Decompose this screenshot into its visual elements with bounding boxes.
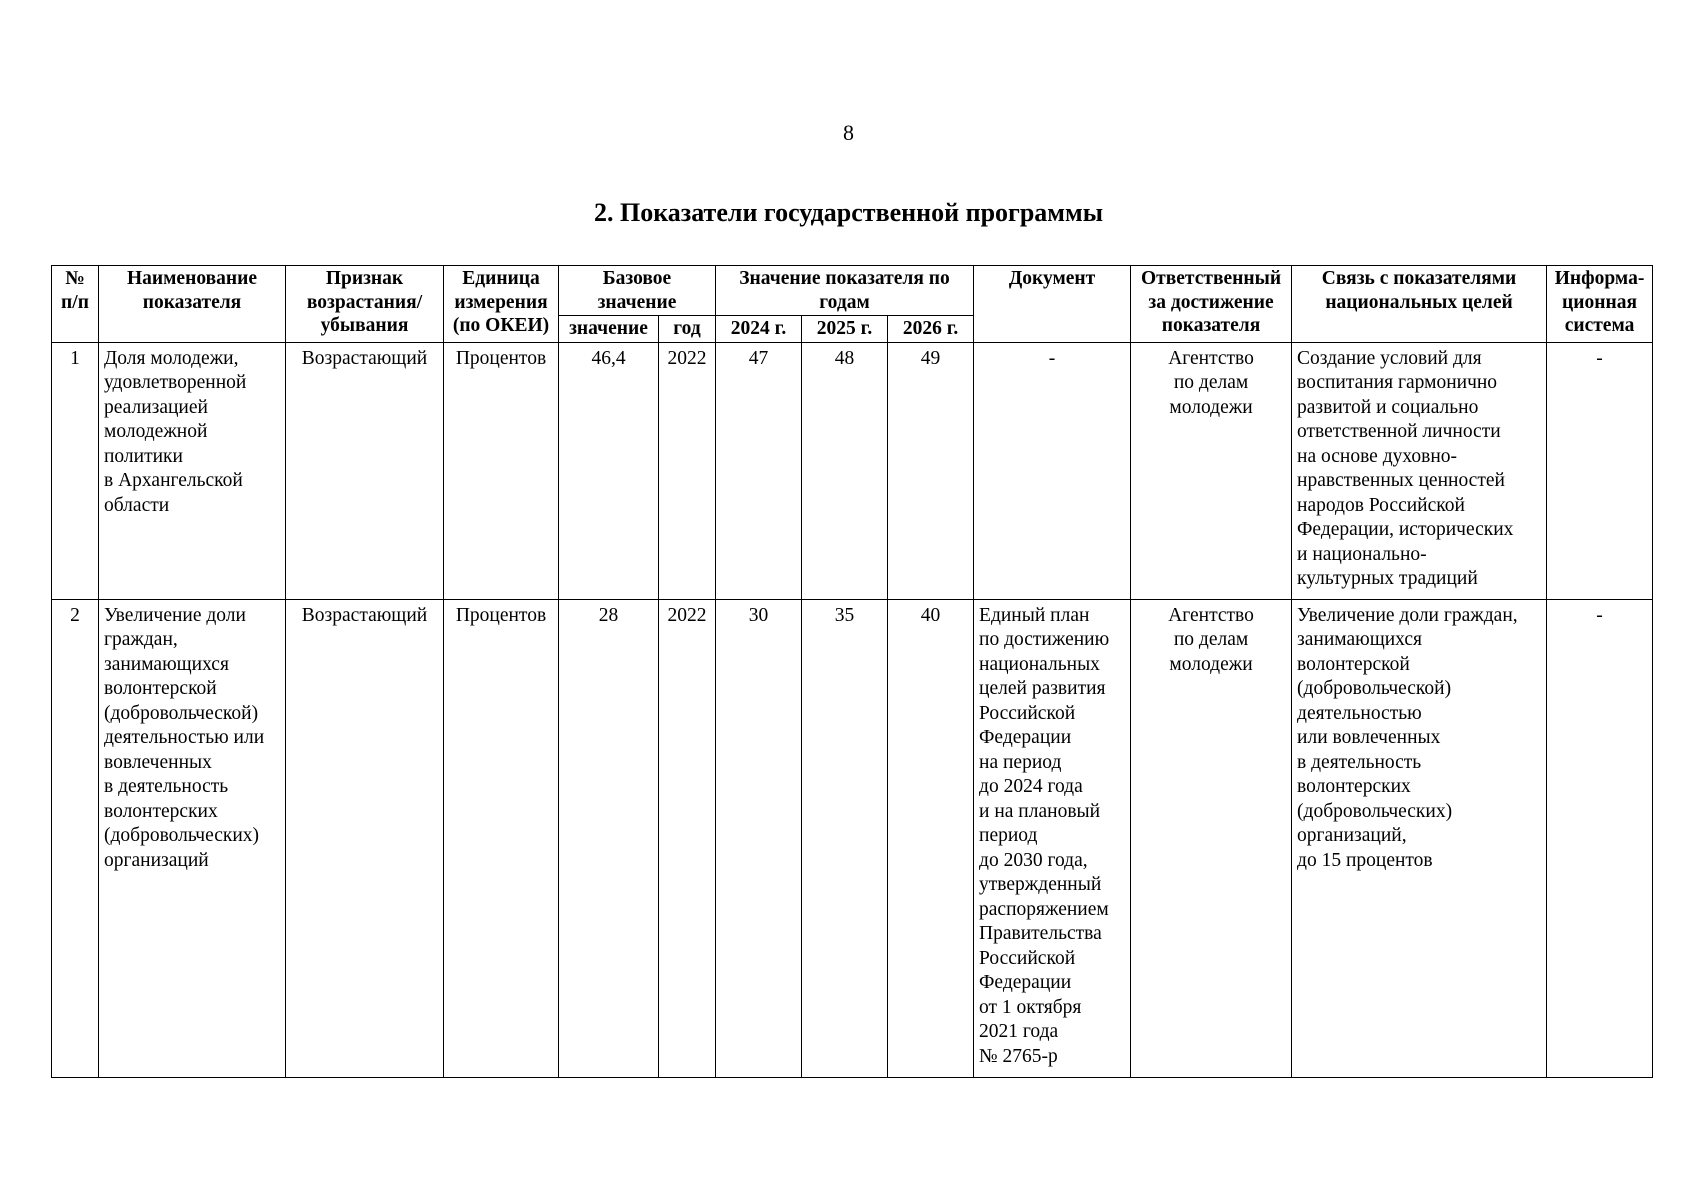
row-sign: Возрастающий <box>286 599 444 1077</box>
row-responsible-line: Агентство <box>1168 604 1254 626</box>
row-link-line: занимающихся <box>1297 629 1422 650</box>
indicators-table <box>51 265 1653 1078</box>
header-row-1 <box>52 266 1653 316</box>
header-num: № п/п <box>52 266 99 343</box>
row-document-line: утвержденный <box>979 874 1102 895</box>
row-link <box>1292 599 1547 1077</box>
row-document-line: распоряжением <box>979 898 1109 920</box>
row-name-line: политики <box>104 445 183 467</box>
row-link-line: Увеличение доли граждан, <box>1297 604 1518 626</box>
row-document-line: на период <box>979 751 1062 773</box>
row-unit: Процентов <box>444 599 559 1077</box>
row-name-line: занимающихся <box>104 653 229 675</box>
row-document-line: Российской <box>979 947 1076 969</box>
row-link-line: волонтерских <box>1297 776 1411 797</box>
row-link-line: нравственных ценностей <box>1297 470 1505 491</box>
header-infosys: Информа-ционная система <box>1547 266 1653 343</box>
header-base: Базовое значение <box>559 266 716 316</box>
header-responsible: Ответственный за достижение показателя <box>1131 266 1292 343</box>
row-base-year: 2022 <box>659 342 716 599</box>
row-document-line: Российской <box>979 702 1076 724</box>
row-link-line: деятельностью <box>1297 702 1422 724</box>
row-link-line: до 15 процентов <box>1297 849 1433 871</box>
row-name-line: граждан, <box>104 629 178 650</box>
header-2024: 2024 г. <box>716 316 802 343</box>
row-link-line: культурных традиций <box>1297 568 1478 589</box>
row-infosys: - <box>1547 342 1653 599</box>
header-values: Значение показателя по годам <box>716 266 974 316</box>
row-unit: Процентов <box>444 342 559 599</box>
row-link-line: и национально- <box>1297 543 1427 565</box>
row-name-line: области <box>104 494 170 516</box>
row-name-line: молодежной <box>104 421 208 442</box>
row-name-line: удовлетворенной <box>104 372 247 393</box>
row-value-2026: 49 <box>888 342 974 599</box>
row-link-line: ответственной личности <box>1297 421 1501 442</box>
row-link-line: (добровольческих) <box>1297 800 1453 822</box>
row-link-line: развитой и социально <box>1297 396 1479 418</box>
row-document-line: Правительства <box>979 923 1102 944</box>
row-document-line: национальных <box>979 653 1100 675</box>
row-document-line: от 1 октября <box>979 996 1082 1018</box>
row-value-2024: 47 <box>716 342 802 599</box>
row-value-2024: 30 <box>716 599 802 1077</box>
row-name <box>99 599 286 1077</box>
row-responsible-line: молодежи <box>1169 653 1253 675</box>
row-link-line: волонтерской <box>1297 653 1410 675</box>
row-document-line: до 2024 года <box>979 776 1083 797</box>
row-document-line: по достижению <box>979 629 1110 650</box>
header-2026: 2026 г. <box>888 316 974 343</box>
row-document-line: период <box>979 825 1038 846</box>
header-2025: 2025 г. <box>802 316 888 343</box>
row-link-line: организаций, <box>1297 825 1407 846</box>
row-sign: Возрастающий <box>286 342 444 599</box>
row-document-line: № 2765-р <box>979 1045 1058 1067</box>
page-number: 8 <box>843 120 854 145</box>
row-name-line: деятельностью или <box>104 727 265 748</box>
row-link-line: народов Российской <box>1297 494 1465 516</box>
row-link-line: (добровольческой) <box>1297 678 1452 699</box>
header-document: Документ <box>974 266 1131 343</box>
row-value-2025: 48 <box>802 342 888 599</box>
header-name: Наименование показателя <box>99 266 286 343</box>
row-name-line: вовлеченных <box>104 751 212 773</box>
row-document-line: и на плановый <box>979 800 1101 822</box>
row-name-line: реализацией <box>104 396 208 418</box>
row-name-line: в Архангельской <box>104 470 243 491</box>
row-base-value: 46,4 <box>559 342 659 599</box>
row-responsible-line: молодежи <box>1169 396 1253 418</box>
row-responsible-line: по делам <box>1173 372 1249 393</box>
row-name-line: Доля молодежи, <box>104 347 239 369</box>
row-document-line: 2021 года <box>979 1021 1059 1042</box>
table-row <box>52 342 1653 599</box>
row-name-line: (добровольческой) <box>104 702 259 724</box>
header-sign: Признак возрастания/ убывания <box>286 266 444 343</box>
row-name <box>99 342 286 599</box>
row-responsible <box>1131 599 1292 1077</box>
row-base-value: 28 <box>559 599 659 1077</box>
row-responsible-line: Агентство <box>1168 347 1254 369</box>
row-link-line: воспитания гармонично <box>1297 372 1498 393</box>
row-name-line: волонтерских <box>104 800 218 822</box>
row-base-year: 2022 <box>659 599 716 1077</box>
row-name-line: волонтерской <box>104 678 217 699</box>
row-name-line: Увеличение доли <box>104 604 246 626</box>
header-link: Связь с показателями национальных целей <box>1292 266 1547 343</box>
row-value-2026: 40 <box>888 599 974 1077</box>
row-link-line: на основе духовно- <box>1297 445 1458 467</box>
row-document-line: Федерации <box>979 972 1072 993</box>
row-responsible <box>1131 342 1292 599</box>
row-infosys: - <box>1547 599 1653 1077</box>
row-num: 2 <box>52 599 99 1077</box>
row-document-line: Единый план <box>979 604 1090 626</box>
header-base-value: значение <box>559 316 659 343</box>
header-unit: Единица измерения (по ОКЕИ) <box>444 266 559 343</box>
row-link-line: в деятельность <box>1297 751 1422 773</box>
row-document-line: - <box>1048 347 1056 369</box>
row-link <box>1292 342 1547 599</box>
row-document-line: до 2030 года, <box>979 849 1088 871</box>
row-value-2025: 35 <box>802 599 888 1077</box>
section-title: 2. Показатели государственной программы <box>593 198 1104 227</box>
table-row <box>52 599 1653 1077</box>
row-responsible-line: по делам <box>1173 629 1249 650</box>
header-base-year: год <box>659 316 716 343</box>
row-num: 1 <box>52 342 99 599</box>
row-name-line: в деятельность <box>104 776 229 797</box>
row-name-line: организаций <box>104 849 209 871</box>
table-body <box>52 342 1653 1077</box>
row-link-line: или вовлеченных <box>1297 727 1441 748</box>
row-document-line: целей развития <box>979 678 1106 699</box>
row-link-line: Создание условий для <box>1297 347 1482 369</box>
row-document <box>974 342 1131 599</box>
row-name-line: (добровольческих) <box>104 825 260 846</box>
row-link-line: Федерации, исторических <box>1297 519 1514 540</box>
row-document <box>974 599 1131 1077</box>
row-document-line: Федерации <box>979 727 1072 748</box>
